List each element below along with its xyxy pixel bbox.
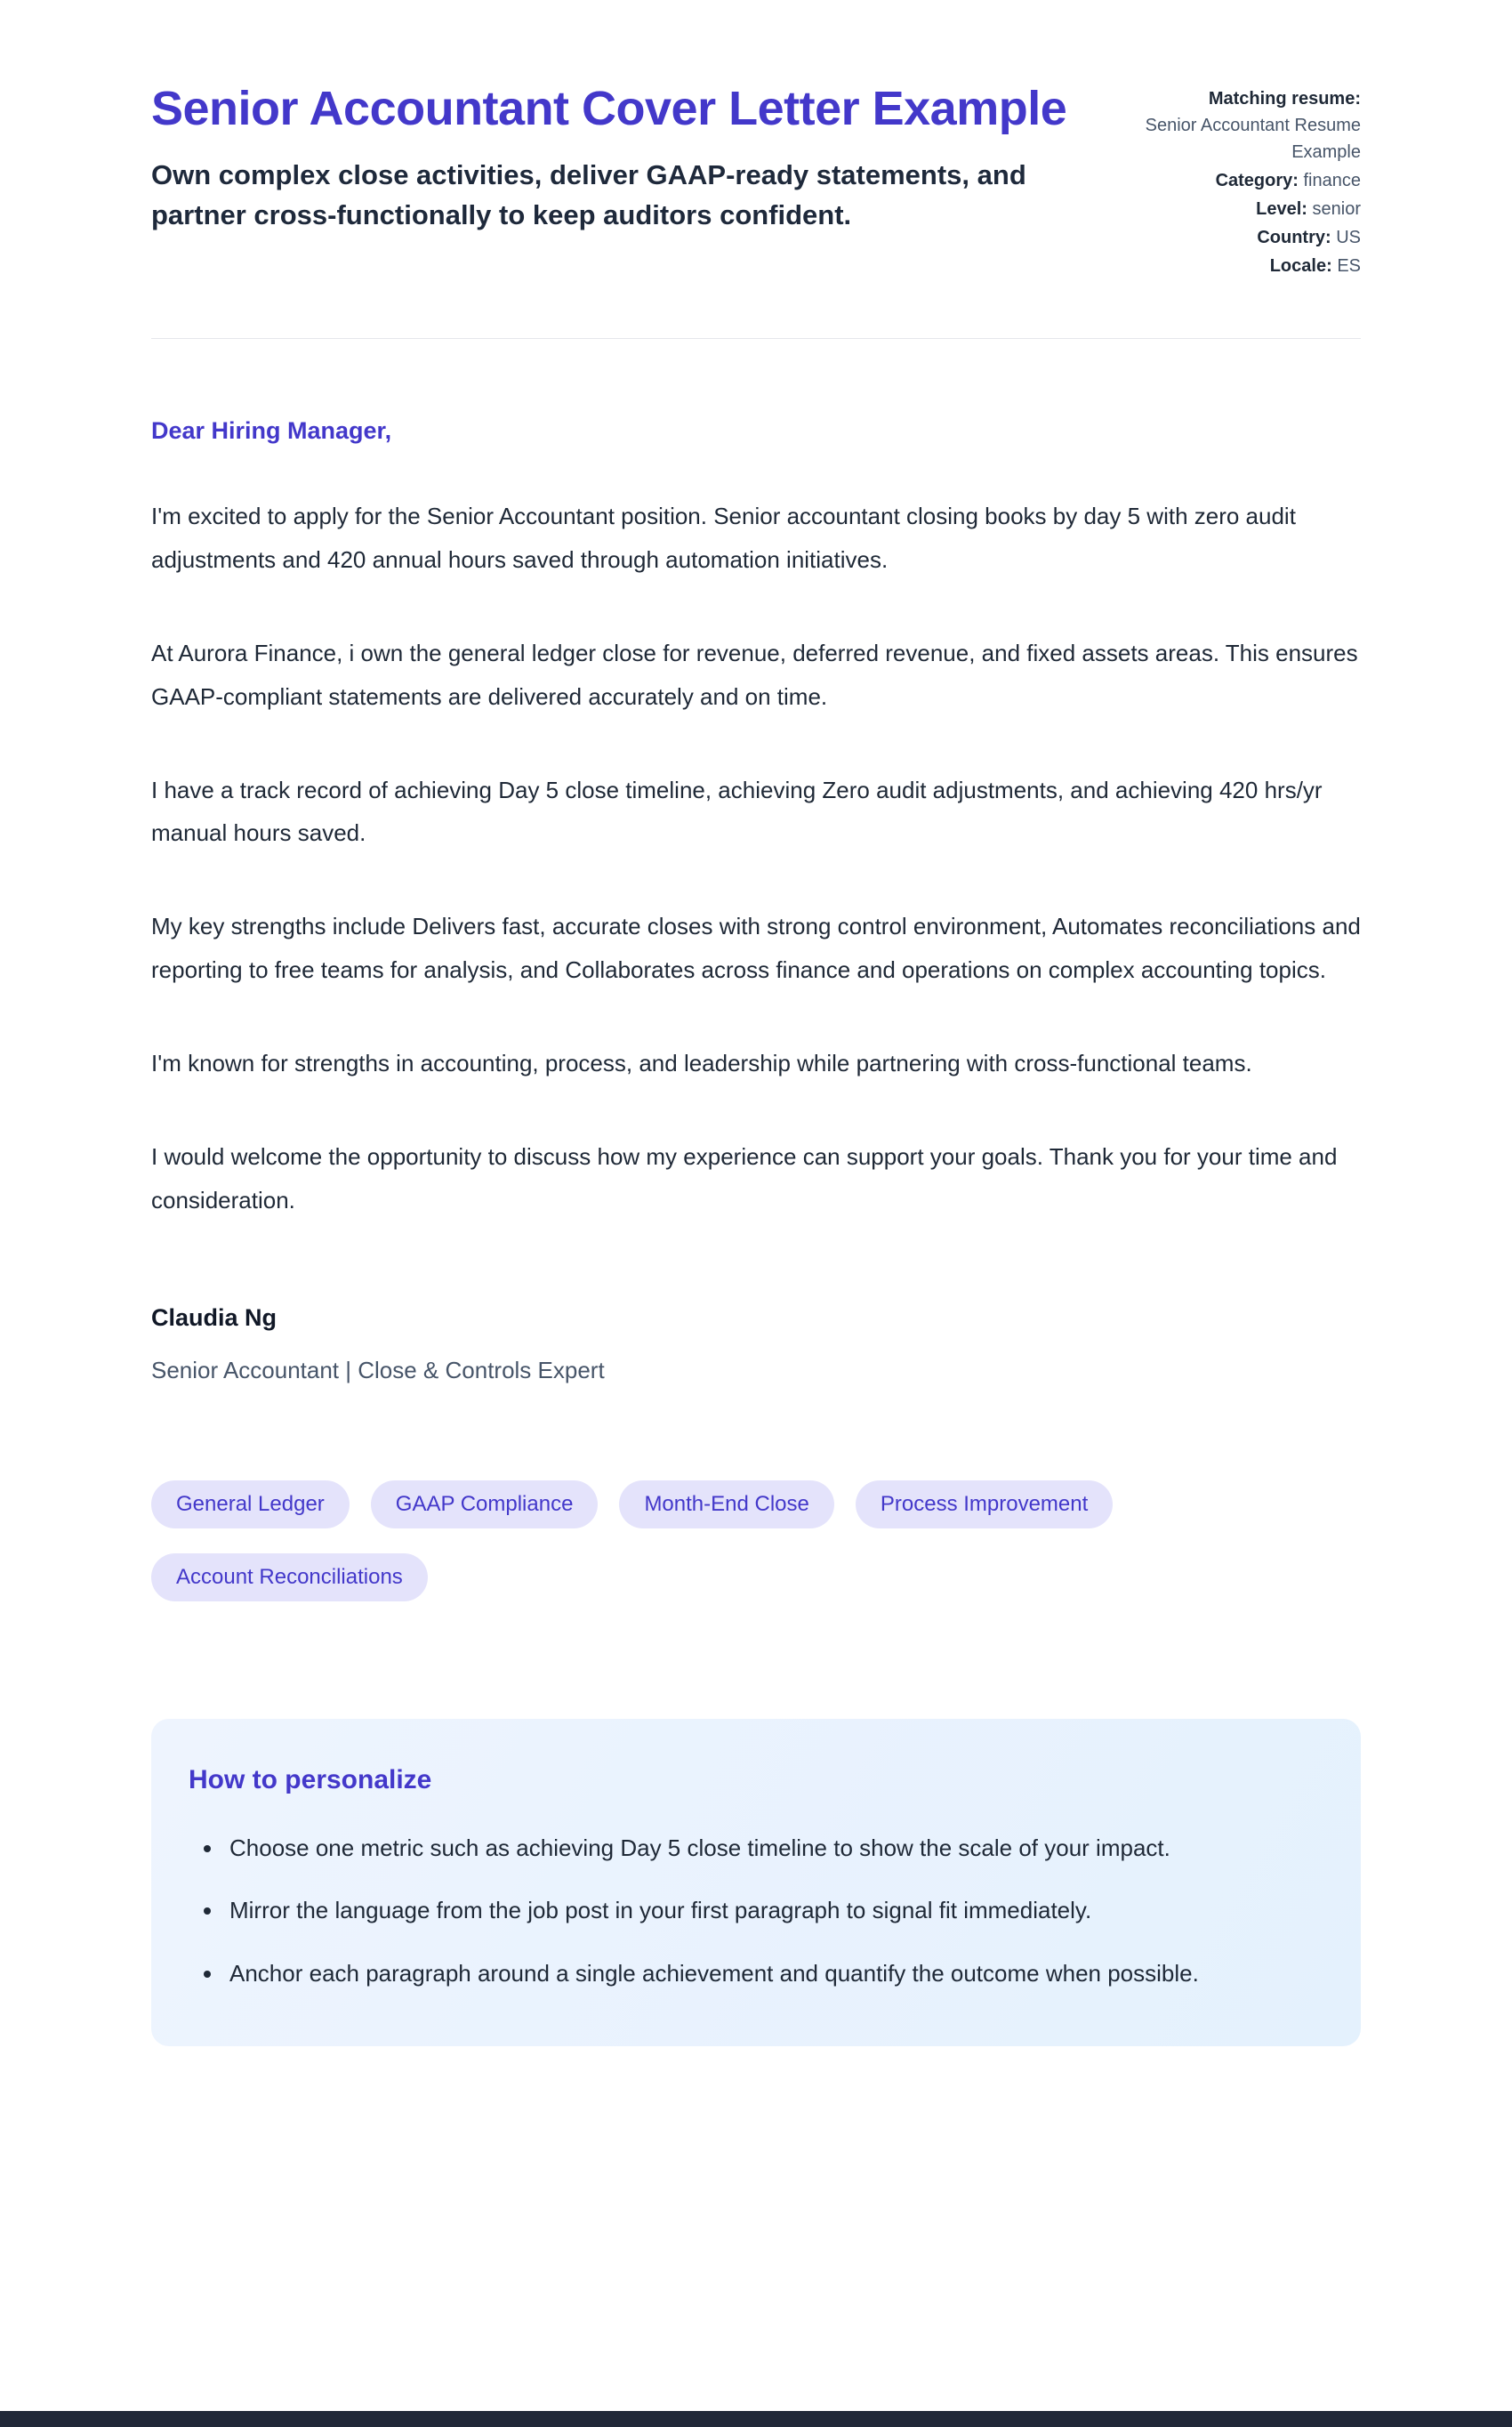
- personalize-tip: • Mirror the language from the job post in your first paragraph to signal fit immediately.: [224, 1890, 1311, 1931]
- meta-panel: [1130, 80, 1361, 281]
- header-title-block: [151, 80, 1076, 236]
- skill-tag: Account Reconciliations: [151, 1553, 428, 1601]
- skill-tags: [151, 1480, 1147, 1601]
- meta-value: senior: [1312, 199, 1361, 219]
- skill-tag: Month-End Close: [619, 1480, 833, 1528]
- meta-value: Senior Accountant Resume Example: [1145, 116, 1361, 162]
- personalize-title: How to personalize: [189, 1764, 432, 1794]
- meta-value: US: [1336, 228, 1361, 247]
- signature-title: Senior Accountant | Close & Controls Expert: [151, 1356, 605, 1383]
- skill-tag: Process Improvement: [856, 1480, 1113, 1528]
- cover-letter-body: [151, 417, 1361, 1384]
- content-container: [151, 0, 1361, 2304]
- letter-paragraph: I have a track record of achieving Day 5 close timeline, achieving Zero audit adjustments, and achieving 420 hrs/yr manual hours saved.: [151, 776, 1323, 847]
- footer-bar: [0, 2411, 1512, 2427]
- header: [151, 80, 1361, 281]
- meta-label: Level:: [1256, 199, 1307, 219]
- meta-value: ES: [1337, 256, 1361, 276]
- meta-label: Matching resume:: [1208, 89, 1361, 109]
- personalize-card: [151, 1719, 1361, 2046]
- personalize-tip: • Choose one metric such as achieving Day 5 close timeline to show the scale of your impact.: [224, 1827, 1311, 1869]
- meta-label: Locale:: [1269, 256, 1332, 276]
- page-title: Senior Accountant Cover Letter Example: [151, 82, 1067, 135]
- header-divider: [151, 338, 1361, 339]
- letter-paragraph: At Aurora Finance, i own the general ledger close for revenue, deferred revenue, and fixed assets areas. This ensures GAAP-compliant statements are delivered accurately and on time.: [151, 639, 1358, 710]
- salutation: Dear Hiring Manager,: [151, 417, 392, 444]
- letter-paragraph: I'm excited to apply for the Senior Accountant position. Senior accountant closing books by day 5 with zero audit adjustments and 420 annual hours saved through automation initiatives.: [151, 503, 1296, 573]
- letter-paragraph: I'm known for strengths in accounting, process, and leadership while partnering with cross-functional teams.: [151, 1050, 1252, 1076]
- page-subtitle: Own complex close activities, deliver GAAP-ready statements, and partner cross-functionally to keep auditors confident.: [151, 158, 1026, 230]
- meta-locale: [1130, 253, 1361, 279]
- skill-tag: General Ledger: [151, 1480, 350, 1528]
- personalize-tip: • Anchor each paragraph around a single achievement and quantify the outcome when possible.: [224, 1953, 1311, 1995]
- meta-label: Category:: [1215, 171, 1299, 190]
- signature-name: Claudia Ng: [151, 1303, 277, 1331]
- meta-value: finance: [1303, 171, 1361, 190]
- skill-tag: GAAP Compliance: [371, 1480, 599, 1528]
- meta-level: [1130, 196, 1361, 222]
- personalize-tip-list: [189, 1827, 1311, 1995]
- meta-matching-resume: [1130, 85, 1361, 165]
- meta-label: Country:: [1257, 228, 1331, 247]
- meta-country: [1130, 224, 1361, 251]
- letter-paragraph: I would welcome the opportunity to discuss how my experience can support your goals. Thank you for your time and consideration.: [151, 1142, 1338, 1214]
- letter-paragraph: My key strengths include Delivers fast, accurate closes with strong control environment, Automates reconciliations and reporting to free teams for analysis, and Collaborates across finance and operations on complex accounting topics.: [151, 913, 1361, 984]
- meta-category: [1130, 167, 1361, 194]
